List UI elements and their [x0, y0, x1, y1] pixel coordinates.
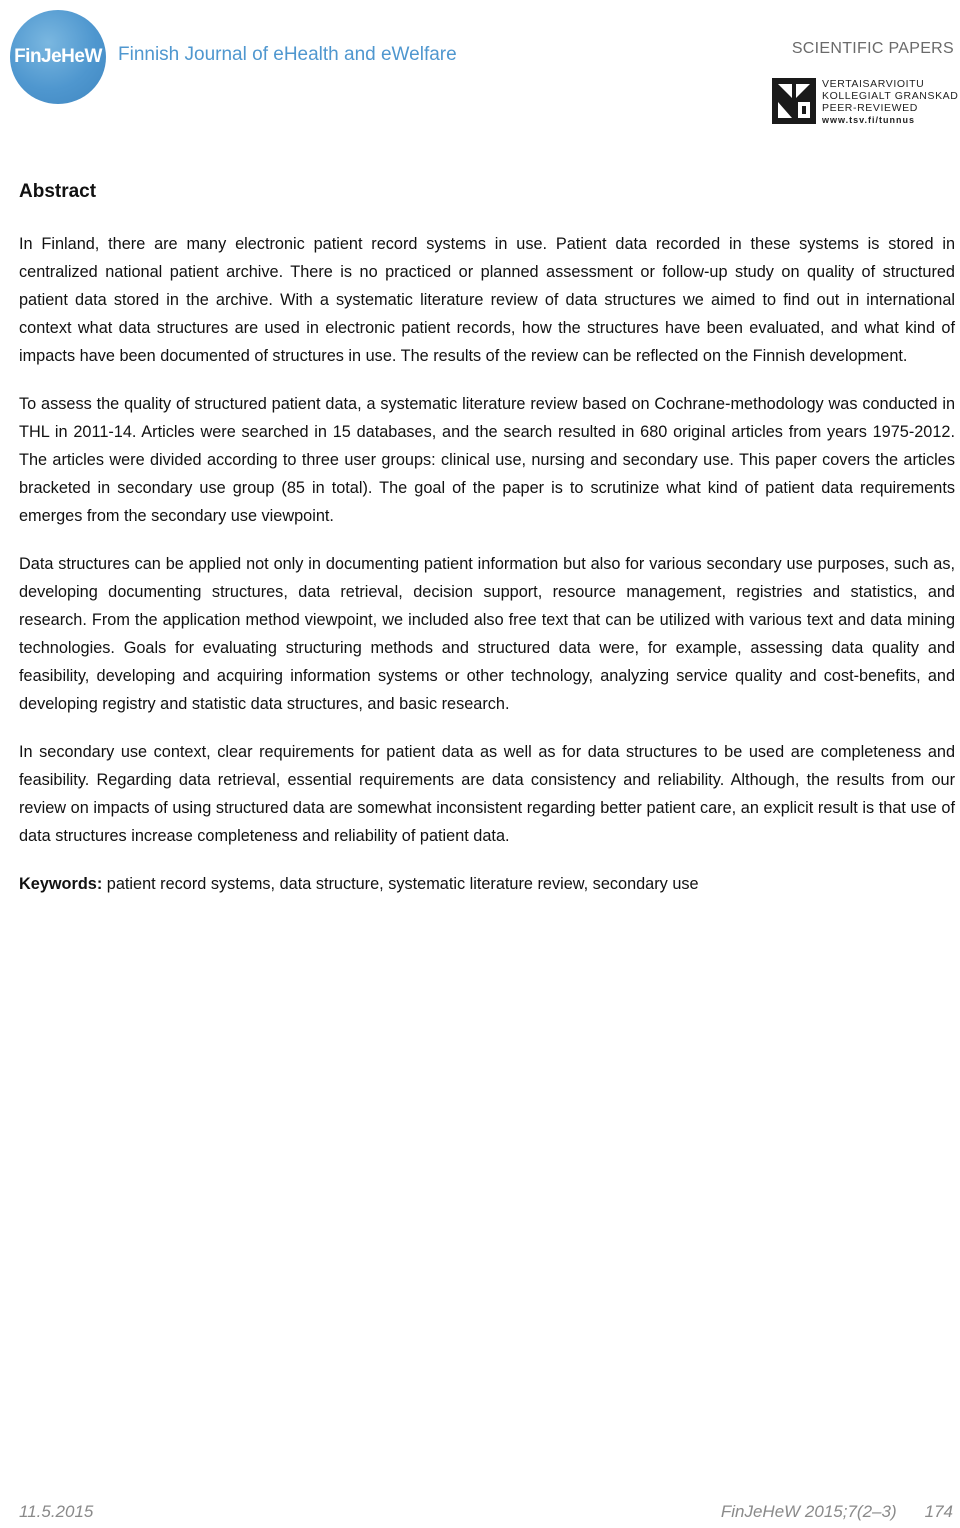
abstract-heading: Abstract [19, 181, 97, 202]
journal-logo [10, 10, 106, 104]
logo-text: FinJeHeW [14, 46, 102, 67]
footer-date: 11.5.2015 [19, 1502, 94, 1521]
peer-review-line-sv: KOLLEGIALT GRANSKAD [822, 90, 959, 102]
page-number: 174 [924, 1502, 953, 1521]
peer-review-mark-icon [772, 78, 816, 124]
footer-citation-block [721, 1502, 953, 1522]
keywords [19, 870, 955, 898]
peer-review-badge [772, 78, 960, 126]
peer-review-url[interactable]: www.tsv.fi/tunnus [822, 115, 915, 125]
page-header [0, 0, 960, 140]
peer-review-line-en: PEER-REVIEWED [822, 102, 918, 114]
abstract-paragraph-3: Data structures can be applied not only in documenting patient information but also for various secondary use purposes, such as, developing documenting structures, data retrieval, decision support, resource management, registries and statistics, and research. From the application method viewpoint, we included also free text that can be utilized with various text and data mining technologies. Goals for evaluating structuring methods and structured data were, for example, assessing data quality and feasibility, developing and acquiring information systems or other technology, analyzing service quality and cost-benefits, and developing registry and statistic data structures, and basic research. [19, 555, 955, 713]
section-label: SCIENTIFIC PAPERS [791, 40, 954, 57]
abstract-paragraph-2: To assess the quality of structured patient data, a systematic literature review based on Cochrane-methodology was conducted in THL in 2011-14. Articles were searched in 15 databases, and the search resulted in 680 original articles from years 1975-2012. The articles were divided according to three user groups: clinical use, nursing and secondary use. This paper covers the articles bracketed in secondary use group (85 in total). The goal of the paper is to scrutinize what kind of patient data requirements emerges from the secondary use viewpoint. [19, 395, 955, 525]
abstract-section [19, 178, 955, 918]
abstract-paragraph-4: In secondary use context, clear requirements for patient data as well as for data structures to be used are completeness and feasibility. Regarding data retrieval, essential requirements are data consistency and reliability. Although, the results from our review on impacts of using structured data are somewhat inconsistent regarding better patient care, an explicit result is that use of data structures increase completeness and reliability of patient data. [19, 743, 955, 845]
abstract-paragraph-1: In Finland, there are many electronic patient record systems in use. Patient data recorded in these systems is stored in centralized national patient archive. There is no practiced or planned assessment or follow-up study on quality of structured patient data stored in the archive. With a systematic literature review of data structures we aimed to find out in international context what data structures are used in electronic patient records, how the structures have been evaluated, and what kind of impacts have been documented of structures in use. The results of the review can be reflected on the Finnish development. [19, 235, 955, 365]
peer-review-line-fi: VERTAISARVIOITU [822, 78, 925, 90]
keywords-label: Keywords: [19, 875, 103, 893]
peer-review-text [822, 78, 958, 126]
journal-name: Finnish Journal of eHealth and eWelfare [118, 44, 457, 65]
footer-citation: FinJeHeW 2015;7(2–3) [720, 1502, 897, 1521]
keywords-list: patient record systems, data structure, systematic literature review, secondary use [102, 875, 699, 893]
